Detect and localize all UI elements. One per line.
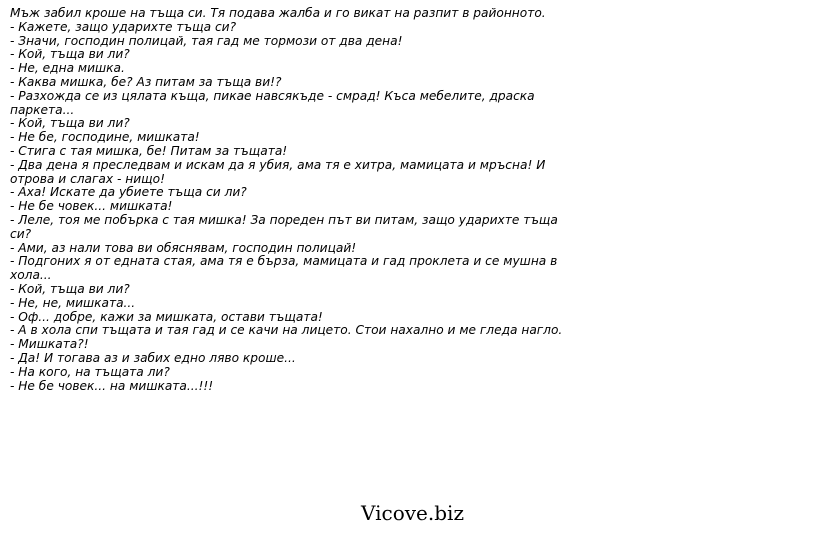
dialogue-line: - Аха! Искате да убиете тъща си ли? (10, 185, 247, 200)
dialogue-line: - Мишката?! (10, 337, 89, 352)
joke-intro-line: Мъж забил кроше на тъща си. Тя подава жалба и го викат на разпит в районното. (10, 6, 546, 20)
dialogue-line: - Два дена я преследвам и искам да я убия, ама тя е хитра, мамицата и мръсна! И отрова и слагах - нищо! (10, 157, 546, 186)
dialogue-line: - Кой, тъща ви ли? (10, 116, 130, 131)
dialogue-line: - Не, една мишка. (10, 61, 125, 76)
dialogue-line: - Не бе човек... на мишката...!!! (10, 378, 214, 393)
dialogue-line: - Оф... добре, кажи за мишката, остави тъщата! (10, 309, 323, 324)
dialogue-line: - Не бе, господине, мишката! (10, 130, 200, 145)
dialogue-line: - Разхожда се из цялата къща, пикае навсякъде - смрад! Къса мебелите, драска паркета... (10, 88, 535, 117)
dialogue-line: - Леле, тоя ме побърка с тая мишка! За пореден път ви питам, защо ударихте тъща си? (10, 212, 558, 241)
dialogue-line: - Не, не, мишката... (10, 295, 136, 310)
dialogue-line: - Каква мишка, бе? Аз питам за тъща ви!? (10, 74, 282, 89)
dialogue-line: - Значи, господин полицай, тая гад ме тормози от два дена! (10, 33, 403, 48)
dialogue-line: - Кой, тъща ви ли? (10, 281, 130, 296)
dialogue-line: - Да! И тогава аз и забих едно ляво кроше... (10, 350, 296, 365)
dialogue-line: - Ами, аз нали това ви обяснявам, господин полицай! (10, 240, 357, 255)
dialogue-line: - Стига с тая мишка, бе! Питам за тъщата! (10, 143, 288, 158)
dialogue-line: - Не бе човек... мишката! (10, 199, 173, 214)
dialogue-line: - Кой, тъща ви ли? (10, 47, 130, 62)
dialogue-line: - А в хола спи тъщата и тая гад и се качи на лицето. Стои нахално и ме гледа нагло. (10, 323, 563, 338)
dialogue-line: - Кажете, защо ударихте тъща си? (10, 19, 237, 34)
dialogue-line: - На кого, на тъщата ли? (10, 364, 170, 379)
site-watermark: Vicove.biz (361, 501, 464, 525)
dialogue-line: - Подгоних я от едната стая, ама тя е бърза, мамицата и гад проклета и се мушна в хола... (10, 254, 558, 283)
joke-text (10, 7, 565, 393)
